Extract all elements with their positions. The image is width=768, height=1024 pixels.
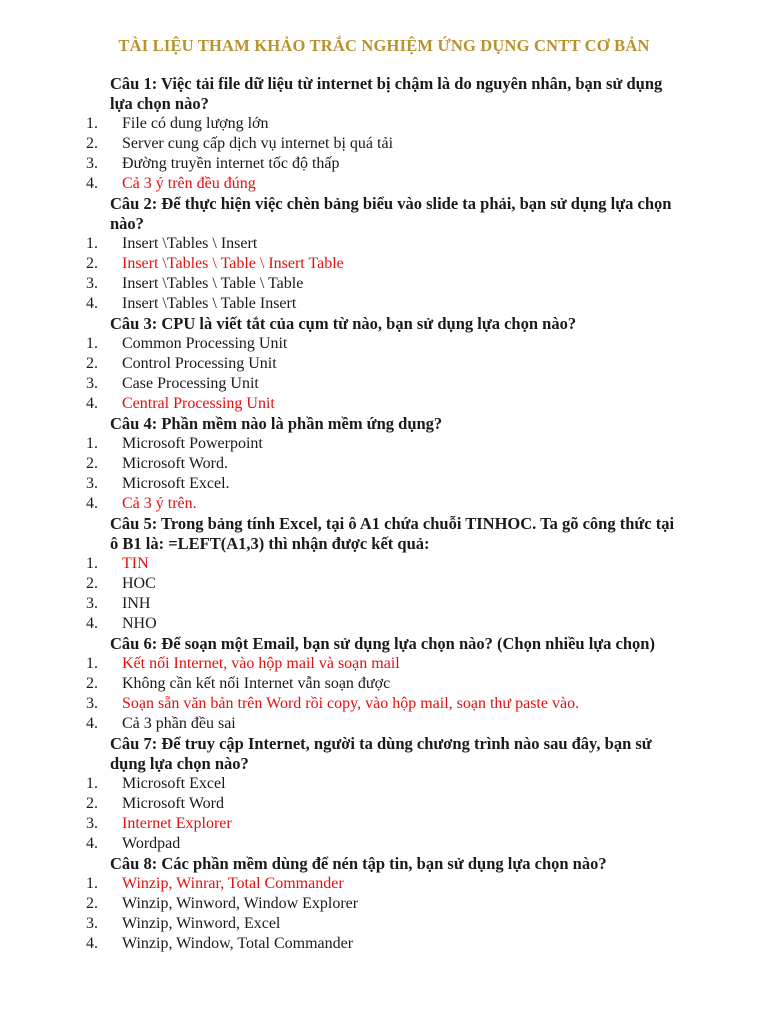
option-text: Server cung cấp dịch vụ internet bị quá tải <box>122 135 394 152</box>
option-item <box>0 354 768 374</box>
option-item <box>0 714 768 734</box>
option-text: Cả 3 ý trên đều đúng <box>122 175 256 192</box>
option-item <box>0 614 768 634</box>
option-text: Winzip, Winrar, Total Commander <box>122 875 344 892</box>
option-number: 4. <box>86 935 98 952</box>
option-text: Cả 3 phần đều sai <box>122 715 236 732</box>
option-item <box>0 594 768 614</box>
option-text: Kết nối Internet, vào hộp mail và soạn mail <box>122 655 400 672</box>
option-text: Insert \Tables \ Table \ Table <box>122 275 304 292</box>
option-number: 1. <box>86 775 98 792</box>
option-number: 1. <box>86 555 98 572</box>
option-text: File có dung lượng lớn <box>122 115 269 132</box>
option-text: Winzip, Winword, Excel <box>122 915 281 932</box>
option-number: 4. <box>86 615 98 632</box>
option-text: Common Processing Unit <box>122 335 288 352</box>
question-text: Câu 1: Việc tải file dữ liệu từ internet bị chậm là do nguyên nhân, bạn sử dụng lựa chọn nào? <box>110 74 663 113</box>
option-number: 4. <box>86 175 98 192</box>
question-block <box>0 414 768 514</box>
option-item <box>0 834 768 854</box>
option-list <box>0 554 768 634</box>
option-item <box>0 934 768 954</box>
option-item <box>0 234 768 254</box>
question-text: Câu 7: Để truy cập Internet, người ta dùng chương trình nào sau đây, bạn sử dụng lựa chọn nào? <box>110 734 652 773</box>
option-text: TIN <box>122 555 149 572</box>
option-number: 3. <box>86 155 98 172</box>
option-text: Control Processing Unit <box>122 355 277 372</box>
option-number: 1. <box>86 435 98 452</box>
option-item <box>0 134 768 154</box>
question-block <box>0 314 768 414</box>
option-text: Không cần kết nối Internet vẫn soạn được <box>122 675 391 692</box>
option-number: 2. <box>86 795 98 812</box>
option-item <box>0 674 768 694</box>
option-number: 3. <box>86 815 98 832</box>
document-title: TÀI LIỆU THAM KHẢO TRẮC NGHIỆM ỨNG DỤNG CNTT CƠ BẢN <box>118 36 650 55</box>
option-item-correct <box>0 494 768 514</box>
option-item-correct <box>0 874 768 894</box>
option-number: 3. <box>86 475 98 492</box>
question-text: Câu 4: Phần mềm nào là phần mềm ứng dụng? <box>110 414 443 433</box>
option-number: 3. <box>86 275 98 292</box>
option-item <box>0 434 768 454</box>
option-item <box>0 574 768 594</box>
option-item <box>0 794 768 814</box>
option-item <box>0 894 768 914</box>
option-list <box>0 234 768 314</box>
option-number: 3. <box>86 915 98 932</box>
option-list <box>0 774 768 854</box>
question-text: Câu 3: CPU là viết tắt của cụm từ nào, bạn sử dụng lựa chọn nào? <box>110 314 577 333</box>
option-text: Insert \Tables \ Table Insert <box>122 295 297 312</box>
option-list <box>0 114 768 194</box>
option-text: Microsoft Excel <box>122 775 226 792</box>
option-text: Đường truyền internet tốc độ thấp <box>122 155 340 172</box>
option-number: 1. <box>86 335 98 352</box>
option-text: Soạn sẵn văn bản trên Word rồi copy, vào hộp mail, soạn thư paste vào. <box>122 695 580 712</box>
option-number: 3. <box>86 595 98 612</box>
question-text: Câu 2: Để thực hiện việc chèn bảng biểu vào slide ta phải, bạn sử dụng lựa chọn nào? <box>110 194 672 233</box>
option-text: Insert \Tables \ Insert <box>122 235 258 252</box>
option-text: Microsoft Word. <box>122 455 228 472</box>
question-block <box>0 734 768 854</box>
option-text: INH <box>122 595 151 612</box>
option-item-correct <box>0 814 768 834</box>
option-text: Cả 3 ý trên. <box>122 495 197 512</box>
option-number: 1. <box>86 655 98 672</box>
option-number: 2. <box>86 355 98 372</box>
option-item-correct <box>0 174 768 194</box>
option-list <box>0 874 768 954</box>
question-list <box>0 74 768 954</box>
option-list <box>0 654 768 734</box>
option-item <box>0 374 768 394</box>
option-list <box>0 434 768 514</box>
option-number: 4. <box>86 715 98 732</box>
question-text: Câu 5: Trong bảng tính Excel, tại ô A1 chứa chuỗi TINHOC. Ta gõ công thức tại ô B1 là: =LEFT(A1,3) thì nhận được kết quả: <box>110 514 675 553</box>
option-text: Insert \Tables \ Table \ Insert Table <box>122 255 344 272</box>
option-number: 1. <box>86 235 98 252</box>
option-number: 1. <box>86 875 98 892</box>
option-item <box>0 334 768 354</box>
option-number: 2. <box>86 895 98 912</box>
option-number: 2. <box>86 135 98 152</box>
option-number: 4. <box>86 395 98 412</box>
option-item <box>0 474 768 494</box>
option-item <box>0 114 768 134</box>
option-item-correct <box>0 554 768 574</box>
option-text: Winzip, Window, Total Commander <box>122 935 354 952</box>
question-block <box>0 514 768 634</box>
option-text: Central Processing Unit <box>122 395 275 412</box>
option-text: Case Processing Unit <box>122 375 259 392</box>
option-number: 1. <box>86 115 98 132</box>
option-list <box>0 334 768 414</box>
question-text: Câu 6: Để soạn một Email, bạn sử dụng lựa chọn nào? (Chọn nhiều lựa chọn) <box>110 634 655 653</box>
option-text: Microsoft Powerpoint <box>122 435 263 452</box>
option-number: 4. <box>86 835 98 852</box>
option-item <box>0 774 768 794</box>
question-block <box>0 74 768 194</box>
option-item-correct <box>0 694 768 714</box>
option-item-correct <box>0 654 768 674</box>
option-text: HOC <box>122 575 156 592</box>
option-text: Internet Explorer <box>122 815 232 832</box>
option-item <box>0 294 768 314</box>
option-number: 3. <box>86 375 98 392</box>
option-item-correct <box>0 254 768 274</box>
option-number: 4. <box>86 495 98 512</box>
question-block <box>0 854 768 954</box>
option-item <box>0 914 768 934</box>
option-number: 2. <box>86 455 98 472</box>
question-block <box>0 194 768 314</box>
option-text: Wordpad <box>122 835 181 852</box>
option-item-correct <box>0 394 768 414</box>
option-number: 2. <box>86 255 98 272</box>
option-number: 2. <box>86 575 98 592</box>
option-text: NHO <box>122 615 157 632</box>
option-number: 3. <box>86 695 98 712</box>
option-text: Microsoft Word <box>122 795 224 812</box>
question-text: Câu 8: Các phần mềm dùng để nén tập tin, bạn sử dụng lựa chọn nào? <box>110 854 607 873</box>
question-block <box>0 634 768 734</box>
option-number: 2. <box>86 675 98 692</box>
option-text: Winzip, Winword, Window Explorer <box>122 895 359 912</box>
option-item <box>0 274 768 294</box>
option-item <box>0 454 768 474</box>
option-item <box>0 154 768 174</box>
option-number: 4. <box>86 295 98 312</box>
option-text: Microsoft Excel. <box>122 475 230 492</box>
